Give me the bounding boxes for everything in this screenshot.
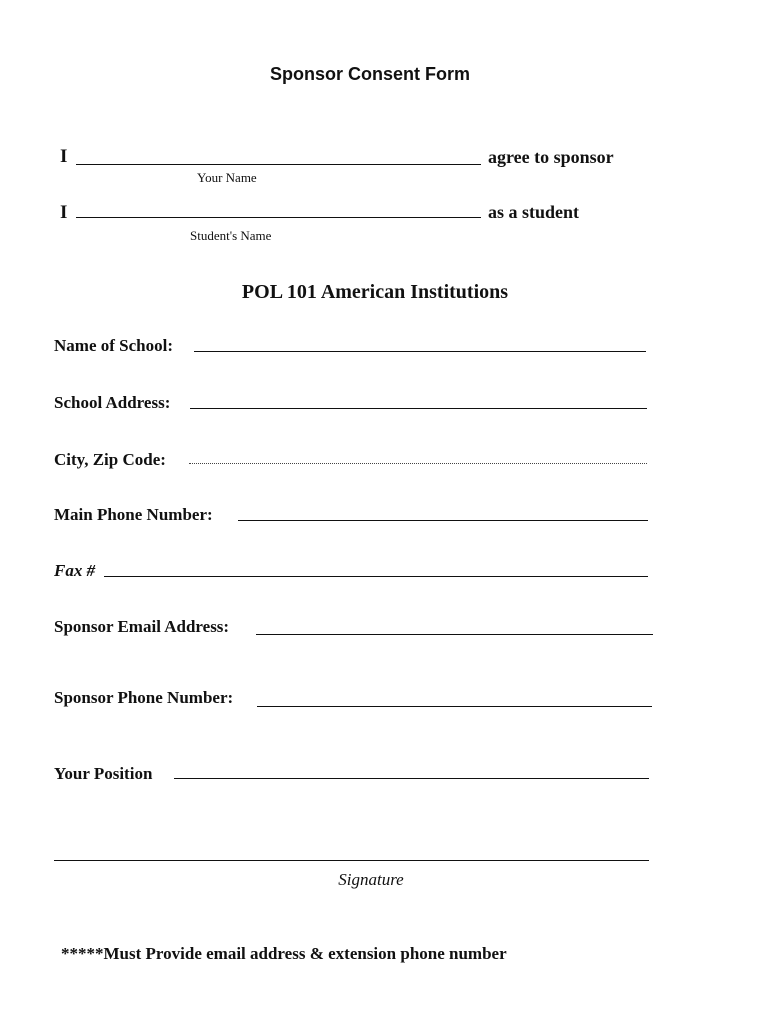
school-address-field[interactable] — [190, 408, 647, 409]
intro-line1-suffix: agree to sponsor — [488, 147, 614, 167]
school-address-label: School Address: — [54, 393, 171, 412]
your-name-field[interactable] — [76, 164, 481, 165]
student-name-field[interactable] — [76, 217, 481, 218]
intro-line2-prefix: I — [60, 202, 68, 223]
fax-field[interactable] — [104, 576, 648, 577]
sponsor-email-field[interactable] — [256, 634, 653, 635]
main-phone-field[interactable] — [238, 520, 648, 521]
footnote: *****Must Provide email address & extension phone number — [61, 944, 507, 963]
sponsor-phone-label: Sponsor Phone Number: — [54, 688, 234, 707]
main-phone-label: Main Phone Number: — [54, 505, 213, 524]
city-zip-field[interactable] — [189, 463, 647, 464]
your-position-label: Your Position — [54, 764, 153, 783]
student-name-caption: Student's Name — [190, 228, 272, 243]
course-title: POL 101 American Institutions — [241, 281, 509, 303]
school-name-label: Name of School: — [54, 336, 173, 355]
intro-line1-prefix: I — [60, 146, 68, 167]
fax-label: Fax # — [54, 561, 96, 580]
intro-line2-suffix: as a student — [488, 202, 580, 222]
your-position-field[interactable] — [174, 778, 649, 779]
school-name-field[interactable] — [194, 351, 646, 352]
form-title: Sponsor Consent Form — [269, 64, 470, 84]
signature-field[interactable] — [54, 860, 649, 861]
your-name-caption: Your Name — [197, 170, 257, 185]
signature-caption: Signature — [338, 870, 404, 889]
sponsor-email-label: Sponsor Email Address: — [54, 617, 230, 636]
sponsor-phone-field[interactable] — [257, 706, 652, 707]
city-zip-label: City, Zip Code: — [54, 450, 166, 469]
